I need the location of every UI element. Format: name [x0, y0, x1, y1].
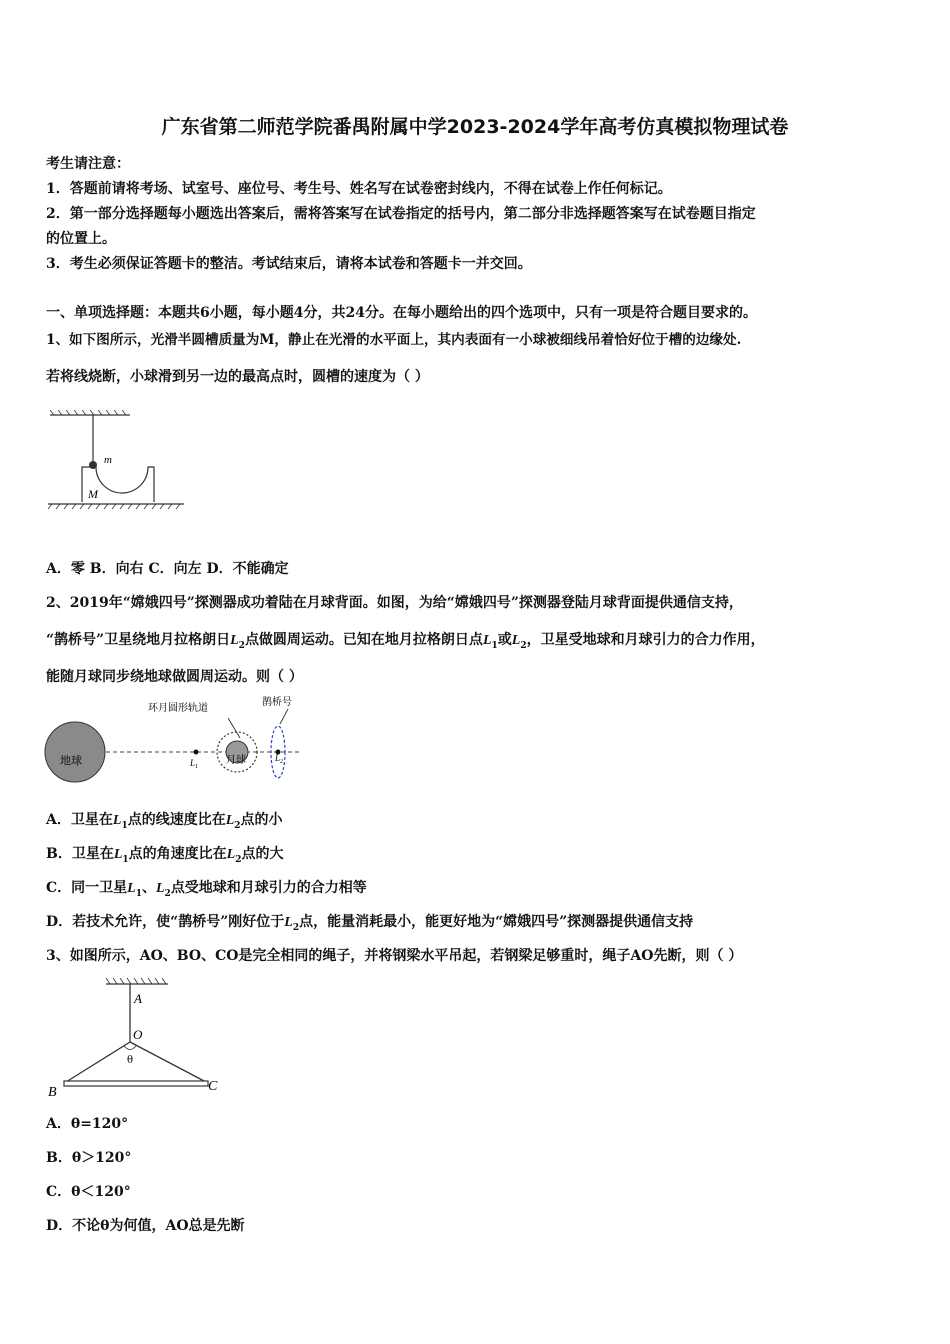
groove-mass-label: M — [88, 487, 98, 501]
q3-option-d: D．不论θ为何值，AO总是先断 — [46, 1218, 245, 1234]
l1-point — [194, 750, 199, 755]
q2-option-d: D．若技术允许，使“鹊桥号”刚好位于$L_2$点，能量消耗最小，能更好地为“嫦娥四号”探测器提供通信支持 — [46, 914, 694, 933]
q1-figure — [44, 410, 194, 514]
satellite-label: 鹊桥号 — [262, 697, 292, 708]
point-o-label: O — [133, 1027, 143, 1042]
notice-heading: 考生请注意： — [46, 156, 130, 172]
notice-item-1: 1．答题前请将考场、试室号、座位号、考生号、姓名写在试卷密封线内，不得在试卷上作任何标记。 — [46, 181, 672, 197]
q3-option-a: A．θ=120° — [46, 1116, 129, 1132]
q1-stem-line2: 若将线烧断，小球滑到另一边的最高点时，圆槽的速度为（ ） — [46, 369, 429, 385]
q2-stem-line3: 能随月球同步绕地球做圆周运动。则（ ） — [46, 669, 303, 685]
page-title: 广东省第二师范学院番禺附属中学2023-2024学年高考仿真模拟物理试卷 — [161, 116, 789, 138]
point-c-label: C — [208, 1079, 218, 1094]
q1-stem-line1: 1、如下图所示，光滑半圆槽质量为M，静止在光滑的水平面上，其内表面有一小球被细线吊着恰好位于槽的边缘处. — [46, 332, 742, 348]
l2-label: $L_2$ — [275, 753, 284, 765]
steel-beam — [64, 1081, 208, 1086]
q2-stem-line2: “鹊桥号”卫星绕地月拉格朗日$L_2$点做圆周运动。已知在地月拉格朗日点$L_1$或$L_2$，卫星受地球和月球引力的合力作用， — [46, 632, 765, 651]
moon-label: 月球 — [226, 755, 246, 766]
q2-figure — [42, 690, 302, 790]
section-heading: 一、单项选择题：本题共6小题，每小题4分，共24分。在每小题给出的四个选项中，只有一项是符合题目要求的。 — [46, 305, 757, 321]
rope-bo — [66, 1042, 130, 1082]
q3-option-b: B．θ＞120° — [46, 1150, 132, 1166]
q2-option-c: C．同一卫星$L_1$、$L_2$点受地球和月球引力的合力相等 — [46, 880, 367, 899]
ball-mass-label: m — [104, 454, 112, 466]
notice-item-3: 3．考生必须保证答题卡的整洁。考试结束后，请将本试卷和答题卡一并交回。 — [46, 256, 532, 272]
q2-stem-line1: 2、2019年“嫦娥四号”探测器成功着陆在月球背面。如图，为给“嫦娥四号”探测器登陆月球背面提供通信支持， — [46, 595, 743, 611]
angle-theta-label: θ — [127, 1055, 134, 1066]
notice-item-2-cont: 的位置上。 — [46, 231, 116, 247]
q3-figure — [44, 972, 234, 1102]
notice-item-2: 2．第一部分选择题每小题选出答案后，需将答案写在试卷指定的括号内，第二部分非选择题答案写在试卷题目指定 — [46, 206, 756, 222]
q3-stem: 3、如图所示，AO、BO、CO是完全相同的绳子，并将钢梁水平吊起，若钢梁足够重时，绳子AO先断，则（ ） — [46, 948, 743, 964]
q2-option-a: A．卫星在$L_1$点的线速度比在$L_2$点的小 — [46, 812, 283, 831]
rope-co — [130, 1042, 206, 1082]
orbit-label: 环月圆形轨道 — [148, 703, 208, 714]
point-a-label: A — [134, 991, 142, 1006]
earth-label: 地球 — [60, 754, 82, 767]
l1-label: $L_1$ — [190, 758, 199, 770]
q2-option-b: B．卫星在$L_1$点的角速度比在$L_2$点的大 — [46, 846, 284, 865]
q3-option-c: C．θ＜120° — [46, 1184, 131, 1200]
earth — [45, 722, 105, 782]
q1-options: A．零 B．向右 C．向左 D．不能确定 — [46, 561, 289, 577]
point-b-label: B — [48, 1085, 57, 1100]
